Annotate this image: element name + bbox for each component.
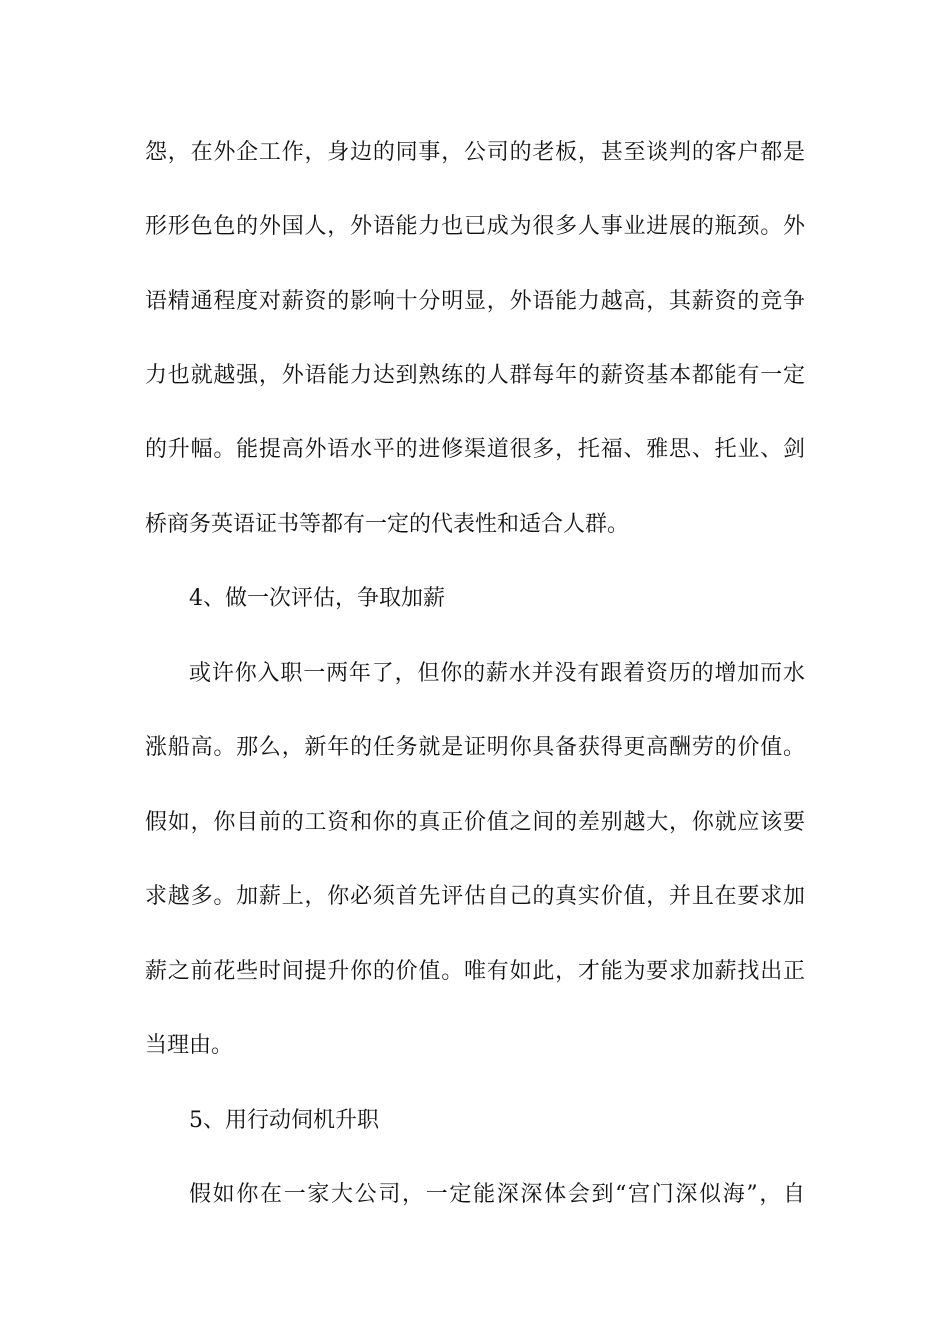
body-text-line: 桥商务英语证书等都有一定的代表性和适合人群。 (145, 512, 630, 537)
body-text-line: 形形色色的外国人，外语能力也已成为很多人事业进展的瓶颈。外 (145, 214, 805, 239)
body-text-line: 当理由。 (145, 1033, 234, 1058)
section-heading-4: 4、做一次评估，争取加薪 (189, 586, 445, 611)
body-text-line: 求越多。加薪上，你必须首先评估自己的真实价值，并且在要求加 (145, 884, 805, 909)
body-text-line: 涨船高。那么，新年的任务就是证明你具备获得更高酬劳的价值。 (145, 735, 805, 760)
body-text-line: 或许你入职一两年了，但你的薪水并没有跟着资历的增加而水 (189, 661, 805, 686)
body-text-line: 力也就越强，外语能力达到熟练的人群每年的薪资基本都能有一定 (145, 363, 805, 388)
section-heading-5: 5、用行动伺机升职 (189, 1108, 379, 1133)
body-text-line: 怨，在外企工作，身边的同事，公司的老板，甚至谈判的客户都是 (145, 140, 805, 165)
body-text-line: 语精通程度对薪资的影响十分明显，外语能力越高，其薪资的竞争 (145, 289, 805, 314)
body-text-line: 假如你在一家大公司，一定能深深体会到“宫门深似海”，自 (189, 1182, 805, 1207)
body-text-line: 薪之前花些时间提升你的价值。唯有如此，才能为要求加薪找出正 (145, 959, 805, 984)
body-text-line: 假如，你目前的工资和你的真正价值之间的差别越大，你就应该要 (145, 810, 805, 835)
body-text-line: 的升幅。能提高外语水平的进修渠道很多，托福、雅思、托业、剑 (145, 437, 805, 462)
